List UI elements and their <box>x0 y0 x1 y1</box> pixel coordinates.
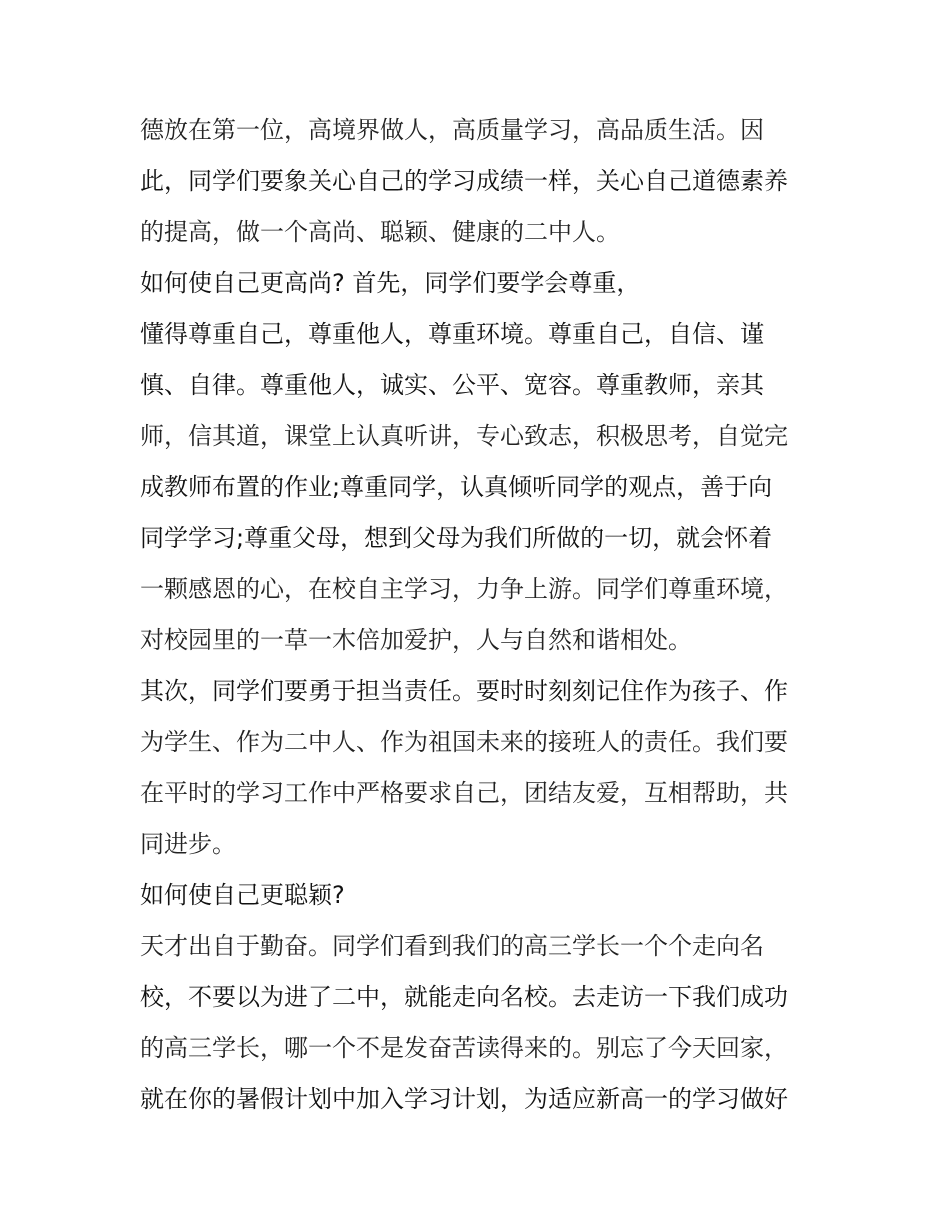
text-line-1: 德放在第一位，高境界做人，高质量学习，高品质生活。因 <box>140 116 764 144</box>
text-line-14: 在平时的学习工作中严格要求自己，团结友爱，互相帮助，共 <box>140 779 788 807</box>
text-line-2: 此，同学们要象关心自己的学习成绩一样，关心自己道德素养 <box>140 167 788 195</box>
text-line-15: 同进步。 <box>140 830 236 858</box>
text-line-6: 慎、自律。尊重他人，诚实、公平、宽容。尊重教师，亲其 <box>140 371 764 399</box>
text-line-3: 的提高，做一个高尚、聪颖、健康的二中人。 <box>140 218 620 246</box>
text-line-9: 同学学习;尊重父母，想到父母为我们所做的一切，就会怀着 <box>140 524 773 552</box>
text-line-16: 如何使自己更聪颖? <box>140 881 345 909</box>
text-line-11: 对校园里的一草一木倍加爱护，人与自然和谐相处。 <box>140 626 692 654</box>
text-line-20: 就在你的暑假计划中加入学习计划，为适应新高一的学习做好 <box>140 1085 788 1113</box>
text-line-12: 其次，同学们要勇于担当责任。要时时刻刻记住作为孩子、作 <box>140 677 788 705</box>
text-line-19: 的高三学长，哪一个不是发奋苦读得来的。别忘了今天回家， <box>140 1034 788 1062</box>
text-line-8: 成教师布置的作业;尊重同学，认真倾听同学的观点，善于向 <box>140 473 773 501</box>
text-line-13: 为学生、作为二中人、作为祖国未来的接班人的责任。我们要 <box>140 728 788 756</box>
text-line-4: 如何使自己更高尚? 首先，同学们要学会尊重， <box>140 269 641 297</box>
text-line-18: 校，不要以为进了二中，就能走向名校。去走访一下我们成功 <box>140 983 788 1011</box>
text-line-5: 懂得尊重自己，尊重他人，尊重环境。尊重自己，自信、谨 <box>140 320 764 348</box>
document-body <box>140 105 820 1125</box>
text-line-17: 天才出自于勤奋。同学们看到我们的高三学长一个个走向名 <box>140 932 764 960</box>
text-line-7: 师，信其道，课堂上认真听讲，专心致志，积极思考，自觉完 <box>140 422 788 450</box>
text-line-10: 一颗感恩的心，在校自主学习，力争上游。同学们尊重环境， <box>140 575 788 603</box>
